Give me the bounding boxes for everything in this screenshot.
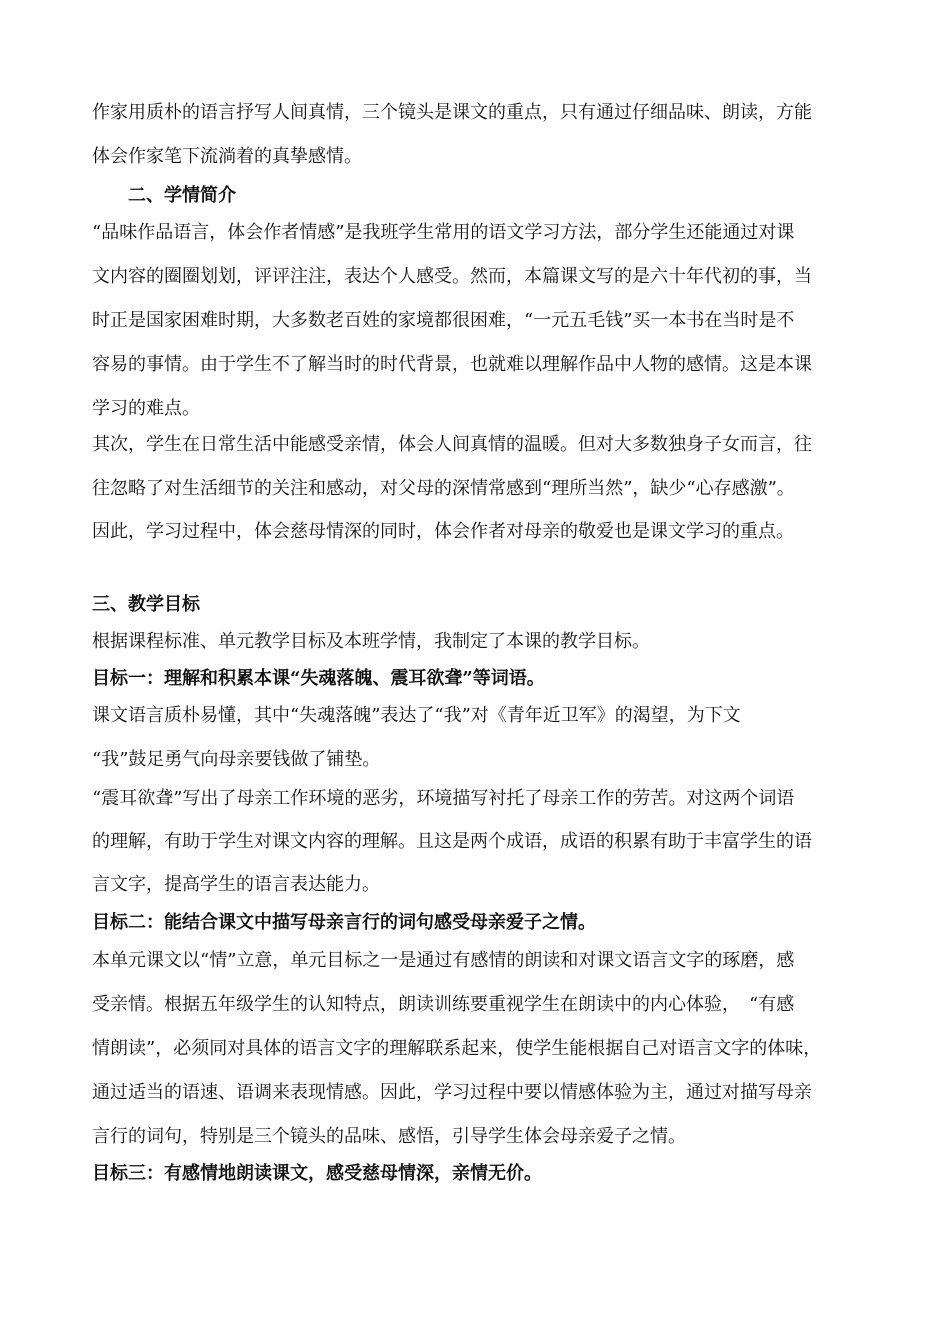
paragraph-line: 情朗读”，必须同对具体的语言文字的理解联系起来，使学生能根据自己对语言文字的体味，: [92, 1038, 822, 1059]
paragraph-line: “震耳欲聋”写出了母亲工作环境的恶劣，环境描写衬托了母亲工作的劳苦。对这两个词语: [92, 788, 795, 809]
goal-title: 目标二：能结合课文中描写母亲言行的词句感受母亲爱子之情。: [92, 912, 596, 933]
intro-line: 体会作家笔下流淌着的真挚感情。: [92, 146, 362, 167]
section-heading: 三、教学目标: [92, 594, 200, 615]
paragraph-line: “品味作品语言，体会作者情感”是我班学生常用的语文学习方法，部分学生还能通过对课: [92, 222, 795, 243]
paragraph-line: 因此，学习过程中，体会慈母情深的同时，体会作者对母亲的敬爱也是课文学习的重点。: [92, 521, 794, 542]
goal-title: 目标三：有感情地朗读课文，感受慈母情深，亲情无价。: [92, 1163, 542, 1184]
paragraph-line: 根据课程标准、单元教学目标及本班学情，我制定了本课的教学目标。: [92, 631, 650, 652]
paragraph-line: 言文字，提高学生的语言表达能力。: [92, 874, 380, 895]
paragraph-line: 言行的词句，特别是三个镜头的品味、感悟，引导学生体会母亲爱子之情。: [92, 1126, 686, 1147]
paragraph-line: 受亲情。根据五年级学生的认知特点，朗读训练要重视学生在朗读中的内心体验， “有感: [92, 994, 795, 1015]
paragraph-line: 时正是国家困难时期，大多数老百姓的家境都很困难，“一元五毛钱”买一本书在当时是不: [92, 310, 795, 331]
paragraph-line: 容易的事情。由于学生不了解当时的时代背景，也就难以理解作品中人物的感情。这是本课: [92, 354, 812, 375]
paragraph-line: 其次，学生在日常生活中能感受亲情，体会人间真情的温暖。但对大多数独身子女而言，往: [92, 434, 812, 455]
paragraph-line: 学习的难点。: [92, 398, 200, 419]
paragraph-line: 的理解，有助于学生对课文内容的理解。且这是两个成语，成语的积累有助于丰富学生的语: [92, 831, 812, 852]
paragraph-line: 通过适当的语速、语调来表现情感。因此，学习过程中要以情感体验为主，通过对描写母亲: [92, 1082, 812, 1103]
intro-line: 作家用质朴的语言抒写人间真情，三个镜头是课文的重点，只有通过仔细品味、朗读，方能: [92, 102, 812, 123]
goal-title: 目标一：理解和积累本课“失魂落魄、震耳欲聋”等词语。: [92, 668, 545, 689]
paragraph-line: 课文语言质朴易懂，其中“失魂落魄”表达了“我”对《青年近卫军》的渴望，为下文: [92, 705, 741, 726]
paragraph-line: 文内容的圈圈划划，评评注注，表达个人感受。然而，本篇课文写的是六十年代初的事，当: [92, 266, 812, 287]
paragraph-line: “我”鼓足勇气向母亲要钱做了铺垫。: [92, 749, 381, 770]
paragraph-line: 本单元课文以“情”立意，单元目标之一是通过有感情的朗读和对课文语言文字的琢磨，感: [92, 950, 795, 971]
paragraph-line: 往忽略了对生活细节的关注和感动，对父母的深情常感到“理所当然”，缺少“心存感激”。: [92, 478, 795, 499]
section-heading: 二、学情简介: [128, 185, 236, 206]
